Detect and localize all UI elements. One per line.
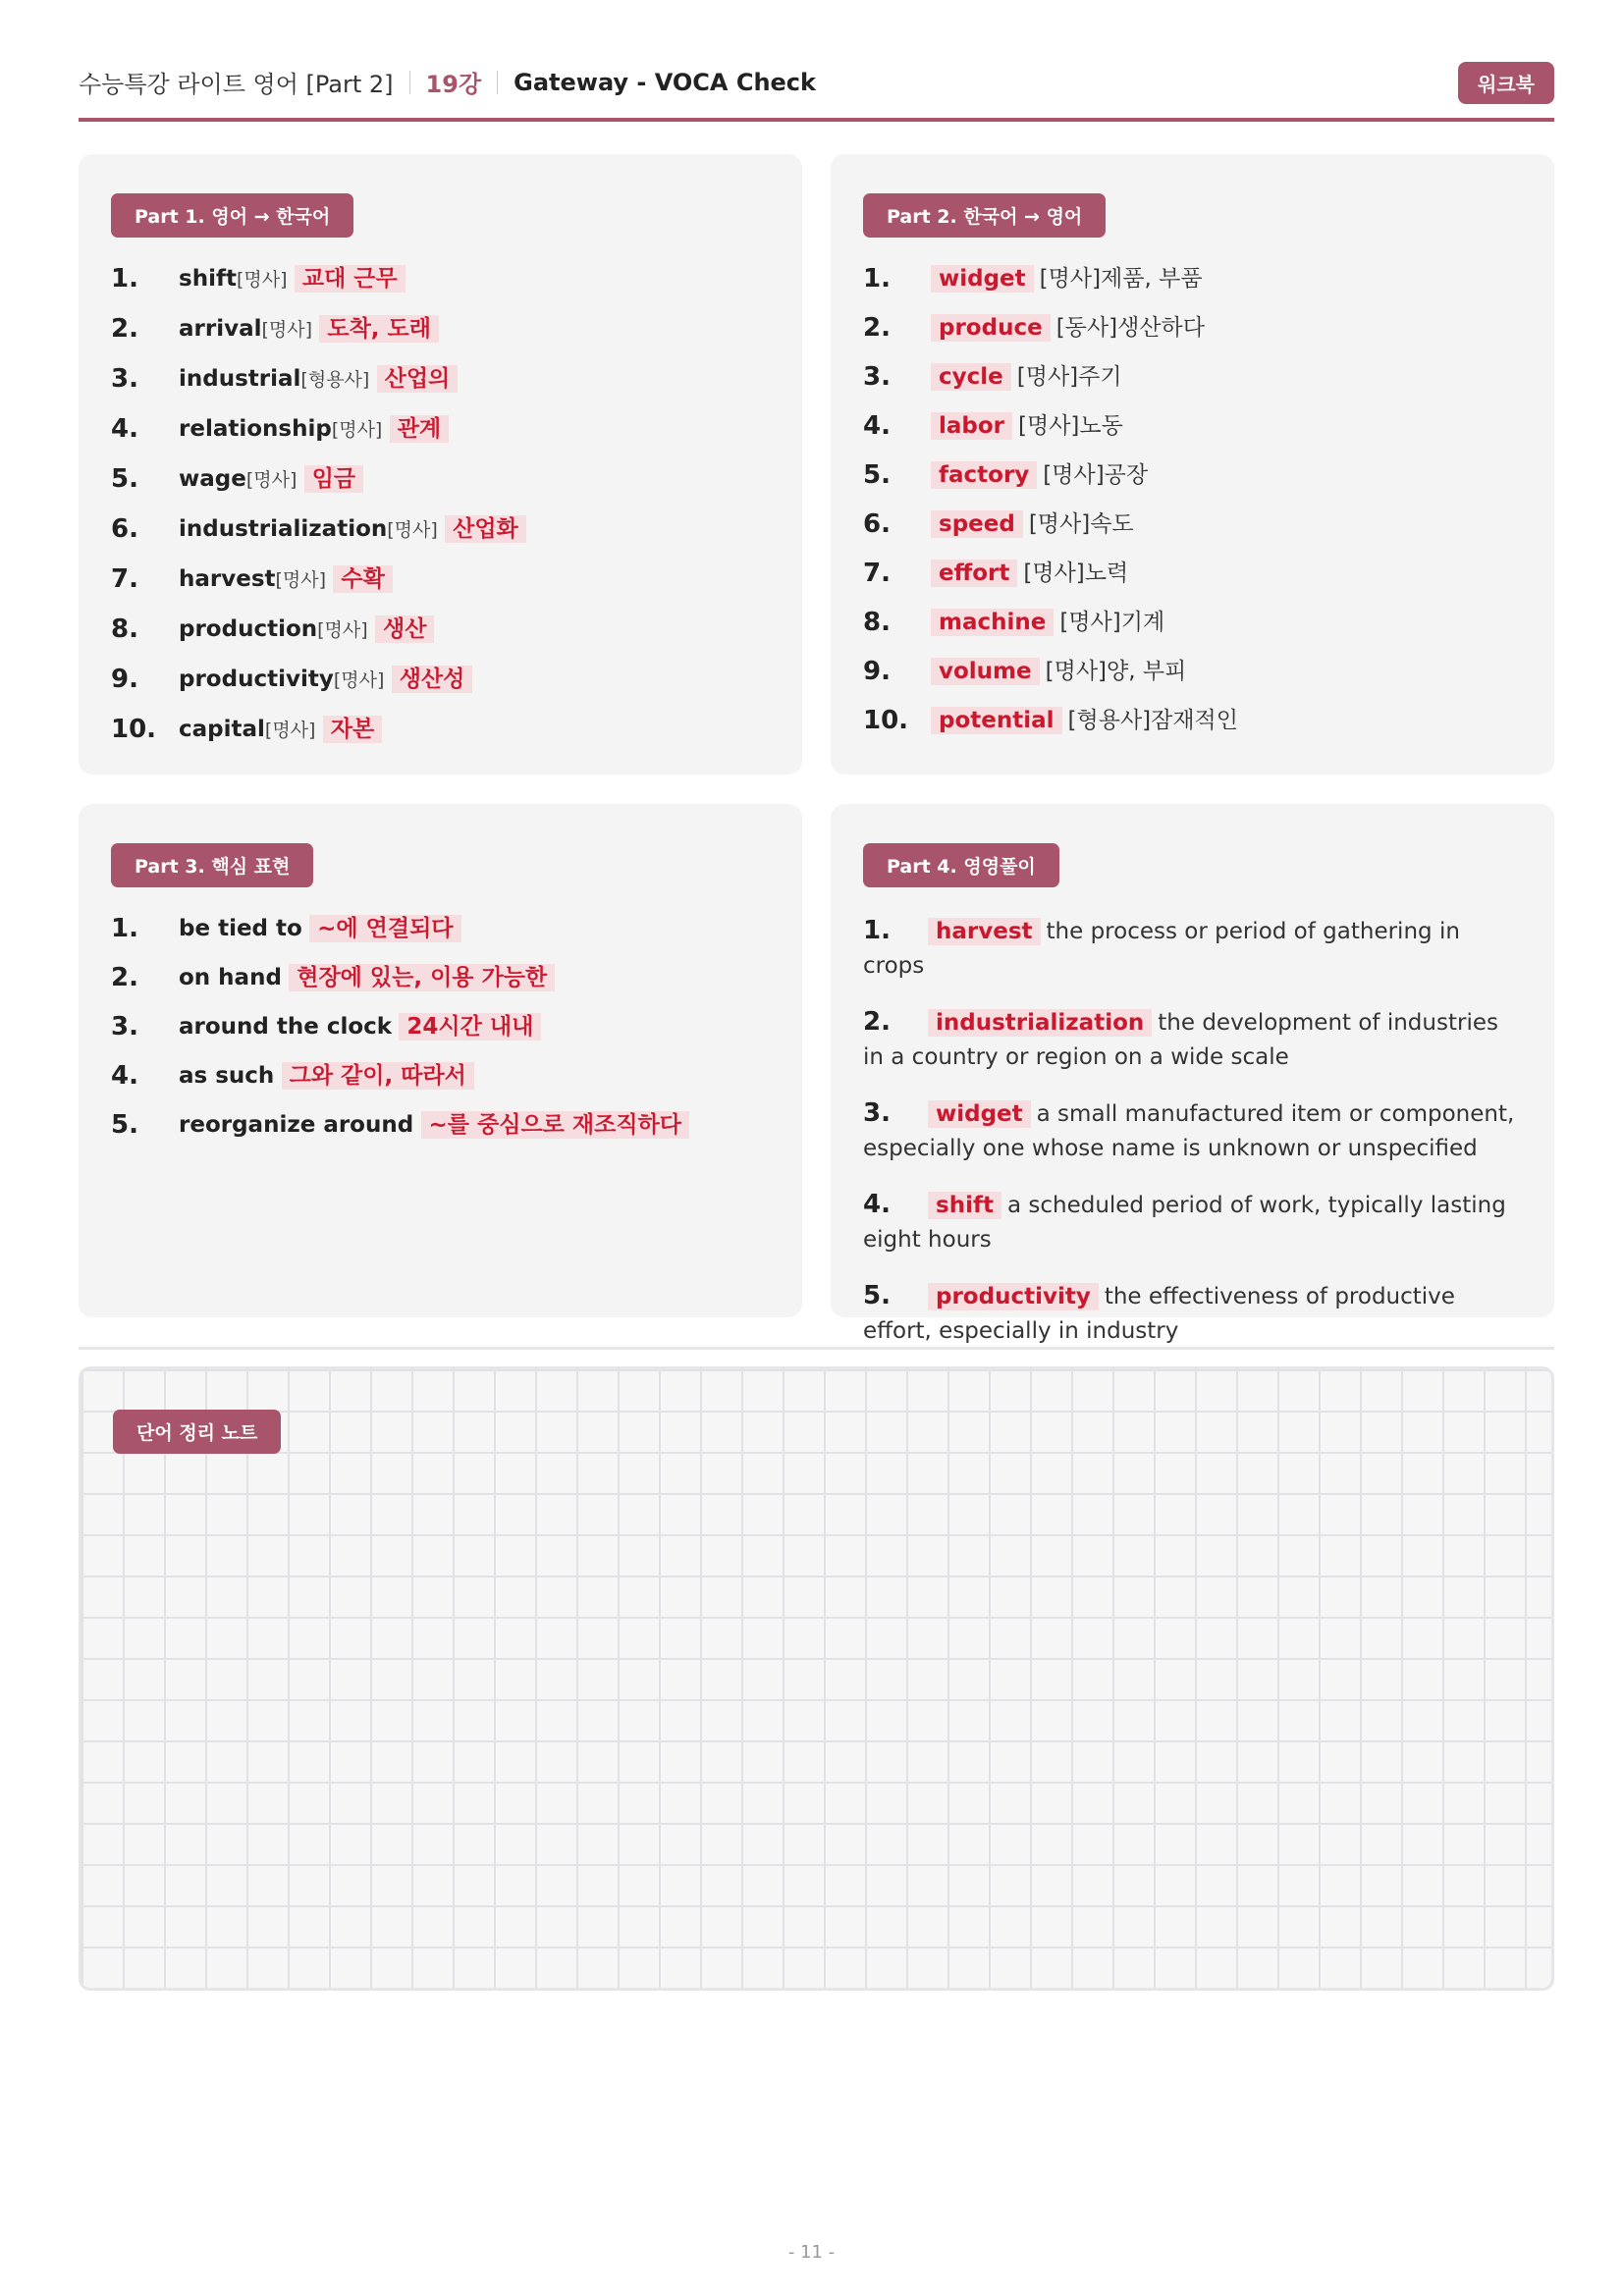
item-phrase: be tied to xyxy=(179,916,302,941)
item-pos: [명사] xyxy=(236,269,288,291)
item-definition: the effectiveness of productive effort, especially in industry xyxy=(863,1284,1455,1344)
item-number: 5. xyxy=(863,460,891,490)
workbook-badge: 워크북 xyxy=(1458,62,1554,104)
item-meaning: [명사]양, 부피 xyxy=(1045,659,1187,684)
notes-tag: 단어 정리 노트 xyxy=(113,1410,281,1454)
part2-card xyxy=(831,154,1554,774)
item-answer: 산업화 xyxy=(445,515,526,543)
item-answer: volume xyxy=(931,658,1040,685)
item-answer: 자본 xyxy=(323,716,382,743)
item-pos: [명사] xyxy=(264,720,316,741)
item-number: 8. xyxy=(863,608,891,637)
list-item xyxy=(863,1005,1525,1075)
item-phrase: on hand xyxy=(179,965,282,990)
lesson-number: 19강 xyxy=(425,71,482,98)
item-number: 7. xyxy=(111,564,138,594)
item-phrase: reorganize around xyxy=(179,1112,414,1138)
item-number: 10. xyxy=(863,706,909,735)
part1-tag: Part 1. 영어 → 한국어 xyxy=(111,193,353,238)
page-header xyxy=(79,61,1554,122)
item-definition: the development of industries in a country or region on a wide scale xyxy=(863,1010,1498,1070)
item-answer: labor xyxy=(931,412,1012,440)
list-item xyxy=(863,313,1525,344)
list-item xyxy=(111,914,773,944)
item-meaning: [명사]노력 xyxy=(1023,561,1129,586)
list-item xyxy=(111,715,773,746)
item-answer: factory xyxy=(931,461,1037,489)
item-number: 3. xyxy=(111,364,138,394)
list-item xyxy=(863,914,1525,984)
item-answer: 수확 xyxy=(333,565,392,593)
item-number: 7. xyxy=(863,559,891,588)
item-pos: [형용사] xyxy=(300,369,370,391)
item-meaning: [명사]노동 xyxy=(1018,413,1123,439)
item-word: harvest xyxy=(179,566,276,592)
item-meaning: [동사]생산하다 xyxy=(1055,315,1205,341)
item-answer: widget xyxy=(931,265,1034,293)
item-number: 4. xyxy=(863,1190,891,1219)
item-pos: [명사] xyxy=(245,469,298,491)
item-answer: 도착, 도래 xyxy=(319,315,439,343)
part2-list xyxy=(863,264,1525,755)
item-answer: 교대 근무 xyxy=(295,265,406,293)
item-number: 4. xyxy=(863,411,891,441)
item-answer: ~를 중심으로 재조직하다 xyxy=(421,1111,689,1139)
page-number: - 11 - xyxy=(787,2242,836,2263)
item-number: 9. xyxy=(111,665,138,694)
item-word: production xyxy=(179,616,318,642)
item-number: 10. xyxy=(111,715,157,744)
item-meaning: [명사]주기 xyxy=(1016,364,1122,390)
list-item xyxy=(863,559,1525,589)
item-number: 2. xyxy=(863,1007,891,1037)
part3-list xyxy=(111,914,773,1159)
section-divider xyxy=(79,1347,1554,1350)
list-item xyxy=(863,362,1525,393)
item-meaning: [명사]기계 xyxy=(1059,610,1165,635)
part4-card xyxy=(831,804,1554,1344)
item-number: 5. xyxy=(111,464,138,494)
item-word: wage xyxy=(179,466,246,492)
item-meaning: [명사]제품, 부품 xyxy=(1039,266,1203,292)
item-answer: industrialization xyxy=(928,1009,1152,1037)
item-pos: [명사] xyxy=(275,569,327,591)
item-number: 1. xyxy=(863,916,891,945)
item-pos: [명사] xyxy=(331,419,383,441)
item-definition: the process or period of gathering in crops xyxy=(863,919,1460,979)
part4-tag: Part 4. 영영풀이 xyxy=(863,843,1059,887)
list-item xyxy=(111,414,773,446)
page-title: Gateway - VOCA Check xyxy=(514,68,816,96)
item-phrase: as such xyxy=(179,1063,275,1089)
item-number: 5. xyxy=(111,1110,138,1140)
item-word: industrial xyxy=(179,366,301,392)
item-word: arrival xyxy=(179,316,262,342)
item-word: capital xyxy=(179,717,265,742)
item-answer: shift xyxy=(928,1192,1001,1219)
list-item xyxy=(863,657,1525,687)
item-answer: productivity xyxy=(928,1283,1099,1310)
list-item xyxy=(111,614,773,646)
item-number: 4. xyxy=(111,414,138,444)
item-answer: potential xyxy=(931,707,1062,734)
list-item xyxy=(111,514,773,546)
item-answer: 관계 xyxy=(390,415,449,443)
list-item xyxy=(111,1061,773,1092)
item-number: 2. xyxy=(111,314,138,344)
item-answer: ~에 연결되다 xyxy=(309,915,460,942)
item-pos: [명사] xyxy=(333,669,385,691)
item-answer: 24시간 내내 xyxy=(399,1013,541,1041)
item-meaning: [명사]속도 xyxy=(1028,511,1134,537)
part1-list xyxy=(111,264,773,765)
list-item xyxy=(111,963,773,993)
header-separator xyxy=(409,71,410,94)
part3-card xyxy=(79,804,802,1317)
list-item xyxy=(863,1188,1525,1257)
part1-card xyxy=(79,154,802,774)
item-definition: a scheduled period of work, typically lasting eight hours xyxy=(863,1193,1506,1253)
item-pos: [명사] xyxy=(317,619,368,641)
item-number: 1. xyxy=(111,914,138,943)
item-answer: 임금 xyxy=(304,465,363,493)
item-answer: machine xyxy=(931,609,1054,636)
list-item xyxy=(111,314,773,346)
item-word: relationship xyxy=(179,416,332,442)
item-number: 6. xyxy=(111,514,138,544)
item-number: 1. xyxy=(111,264,138,294)
item-pos: [명사] xyxy=(261,319,313,341)
header-separator xyxy=(497,71,498,94)
item-answer: 생산성 xyxy=(392,666,473,693)
item-answer: effort xyxy=(931,560,1017,587)
item-number: 3. xyxy=(863,1098,891,1128)
item-meaning: [형용사]잠재적인 xyxy=(1067,708,1238,733)
item-number: 2. xyxy=(863,313,891,343)
vocab-notes-grid[interactable] xyxy=(79,1366,1554,1991)
item-answer: 현장에 있는, 이용 가능한 xyxy=(289,964,555,991)
item-number: 9. xyxy=(863,657,891,686)
list-item xyxy=(863,608,1525,638)
item-number: 3. xyxy=(111,1012,138,1041)
item-answer: 그와 같이, 따라서 xyxy=(282,1062,474,1090)
part3-tag: Part 3. 핵심 표현 xyxy=(111,843,313,887)
item-number: 4. xyxy=(111,1061,138,1091)
item-answer: 생산 xyxy=(375,615,434,643)
list-item xyxy=(111,264,773,295)
item-word: productivity xyxy=(179,667,334,692)
book-title: 수능특강 라이트 영어 [Part 2] xyxy=(79,71,394,98)
list-item xyxy=(863,264,1525,294)
item-answer: 산업의 xyxy=(377,365,459,393)
list-item xyxy=(863,460,1525,491)
list-item xyxy=(863,706,1525,736)
item-answer: speed xyxy=(931,510,1023,538)
part2-tag: Part 2. 한국어 → 영어 xyxy=(863,193,1106,238)
item-number: 5. xyxy=(863,1281,891,1310)
item-meaning: [명사]공장 xyxy=(1043,462,1149,488)
item-number: 1. xyxy=(863,264,891,294)
item-number: 3. xyxy=(863,362,891,392)
item-phrase: around the clock xyxy=(179,1014,393,1040)
list-item xyxy=(863,1096,1525,1166)
item-number: 2. xyxy=(111,963,138,992)
list-item xyxy=(111,464,773,496)
item-definition: a small manufactured item or component, especially one whose name is unknown or unspecified xyxy=(863,1101,1515,1161)
item-number: 8. xyxy=(111,614,138,644)
item-answer: produce xyxy=(931,314,1051,342)
list-item xyxy=(111,1110,773,1141)
item-number: 6. xyxy=(863,509,891,539)
item-pos: [명사] xyxy=(387,519,438,541)
list-item xyxy=(863,509,1525,540)
list-item xyxy=(111,665,773,696)
header-left xyxy=(79,65,816,99)
item-answer: cycle xyxy=(931,363,1011,391)
part4-list xyxy=(863,914,1525,1370)
item-word: shift xyxy=(179,266,237,292)
list-item xyxy=(863,1279,1525,1349)
list-item xyxy=(111,364,773,396)
list-item xyxy=(111,564,773,596)
item-answer: widget xyxy=(928,1100,1031,1128)
item-answer: harvest xyxy=(928,918,1041,945)
list-item xyxy=(863,411,1525,442)
item-word: industrialization xyxy=(179,516,388,542)
list-item xyxy=(111,1012,773,1042)
